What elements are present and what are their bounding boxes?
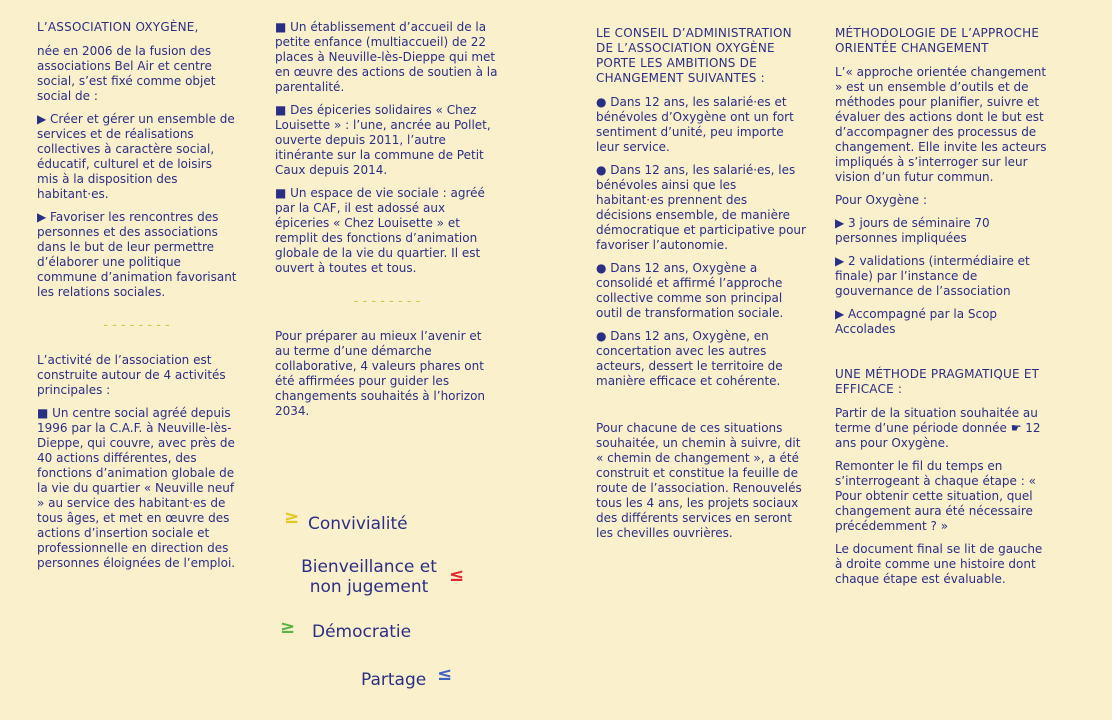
methodology-point-3: ▶ Accompagné par la Scop Accolades [835,307,998,336]
association-title: L’ASSOCIATION OXYGÈNE, [37,20,199,34]
intro-paragraph: née en 2006 de la fusion des associations Bel Air et centre social, s’est fixé comme objet social de : [37,44,216,103]
methode-title: UNE MÉTHODE PRAGMATIQUE ET EFFICACE : [835,367,1040,396]
red-chevron-icon: ≤ [449,565,465,586]
dashed-separator: -------- [352,294,423,309]
values-intro: Pour préparer au mieux l’avenir et au terme d’une démarche collaborative, 4 valeurs phares ont été affirmées pour guider les changements souhaités à l’horizon 2034. [275,329,486,418]
activity-espace-vie-sociale: ■ Un espace de vie sociale : agréé par la CAF, il est adossé aux épiceries « Chez Louisette » et remplit des fonctions d’animation globale de la vie du quartier. Il est ouvert à toutes et tous. [275,186,485,275]
dashed-separator: -------- [101,318,173,333]
objective-2: ▶ Favoriser les rencontres des personnes et des associations dans le but de leur permettre d’élaborer une politique commune d’animation favorisant les relations sociales. [37,210,237,299]
activities-intro: L’activité de l’association est construite autour de 4 activités principales : [37,353,226,397]
column-1 [37,20,237,579]
methodology-point-2: ▶ 2 validations (intermédiaire et finale) par l’instance de gouvernance de l’association [835,254,1030,298]
column-2 [275,20,500,427]
column-4 [835,26,1050,595]
value-label: Bienveillance et non jugement [301,557,437,597]
activity-petite-enfance: ■ Un établissement d’accueil de la petite enfance (multiaccueil) de 22 places à Neuville-lès-Dieppe qui met en œuvre des actions de soutien à la parentalité. [275,20,498,94]
value-label: Partage [361,670,427,690]
column-3 [596,26,806,549]
value-label: Convivialité [308,514,408,534]
value-label: Démocratie [312,622,412,642]
green-chevron-icon: ≥ [280,617,296,638]
conseil-title: LE CONSEIL D’ADMINISTRATION DE L’ASSOCIATION OXYGÈNE PORTE LES AMBITIONS DE CHANGEMENT SUIVANTES : [596,26,792,85]
ambition-2: ● Dans 12 ans, les salarié·es, les bénévoles ainsi que les habitant·es prennent des décisions ensemble, de manière démocratique et participative pour favoriser l’autonomie. [596,163,806,252]
approche-paragraph: L’« approche orientée changement » est un ensemble d’outils et de méthodes pour planifier, suivre et évaluer des actions dont le but est d’accompagner des processus de changement. Elle invite les acteurs impliqués à s’interroger sur leur vision d’un futur commun. [835,65,1047,184]
methodologie-title: MÉTHODOLOGIE DE L’APPROCHE ORIENTÉE CHANGEMENT [835,26,1040,55]
pour-oxygene: Pour Oxygène : [835,193,927,207]
methodology-point-1: ▶ 3 jours de séminaire 70 personnes impliquées [835,216,990,245]
methode-step-1: Partir de la situation souhaitée au terme d’une période donnée ☛ 12 ans pour Oxygène. [835,406,1041,450]
chemin-paragraph: Pour chacune de ces situations souhaitée, un chemin à suivre, dit « chemin de changement », a été construit et constitue la feuille de route de l’association. Renouvelés tous les 4 ans, les projets sociaux des différents services en seront les chevilles ouvrières. [596,421,802,540]
ambition-4: ● Dans 12 ans, Oxygène, en concertation avec les autres acteurs, dessert le territoire de manière efficace et cohérente. [596,329,783,388]
activity-epiceries: ■ Des épiceries solidaires « Chez Louisette » : l’une, ancrée au Pollet, ouverte depuis 2011, l’autre itinérante sur la commune de Petit Caux depuis 2014. [275,103,491,177]
blue-chevron-icon: ≤ [437,664,453,685]
methode-step-2: Remonter le fil du temps en s’interrogeant à chaque étape : « Pour obtenir cette situation, quel changement aura été nécessaire précédemment ? » [835,459,1036,533]
yellow-chevron-icon: ≥ [284,507,300,528]
ambition-1: ● Dans 12 ans, les salarié·es et bénévoles d’Oxygène ont un fort sentiment d’unité, peu importe leur service. [596,95,794,154]
objective-1: ▶ Créer et gérer un ensemble de services et de réalisations collectives à caractère social, éducatif, culturel et de loisirs mis à la disposition des habitant·es. [37,112,235,201]
activity-centre-social: ■ Un centre social agréé depuis 1996 par la C.A.F. à Neuville-lès-Dieppe, qui couvre, avec près de 40 actions différentes, des fonctions d’animation globale de la vie du quartier « Neuville neuf » au service des habitant·es de tous âges, et met en œuvre des actions d’insertion sociale et professionnelle en direction des personnes éloignées de l’emploi. [37,406,236,570]
ambition-3: ● Dans 12 ans, Oxygène a consolidé et affirmé l’approche collective comme son principal outil de transformation sociale. [596,261,784,320]
methode-step-3: Le document final se lit de gauche à droite comme une histoire dont chaque étape est évaluable. [835,542,1043,586]
